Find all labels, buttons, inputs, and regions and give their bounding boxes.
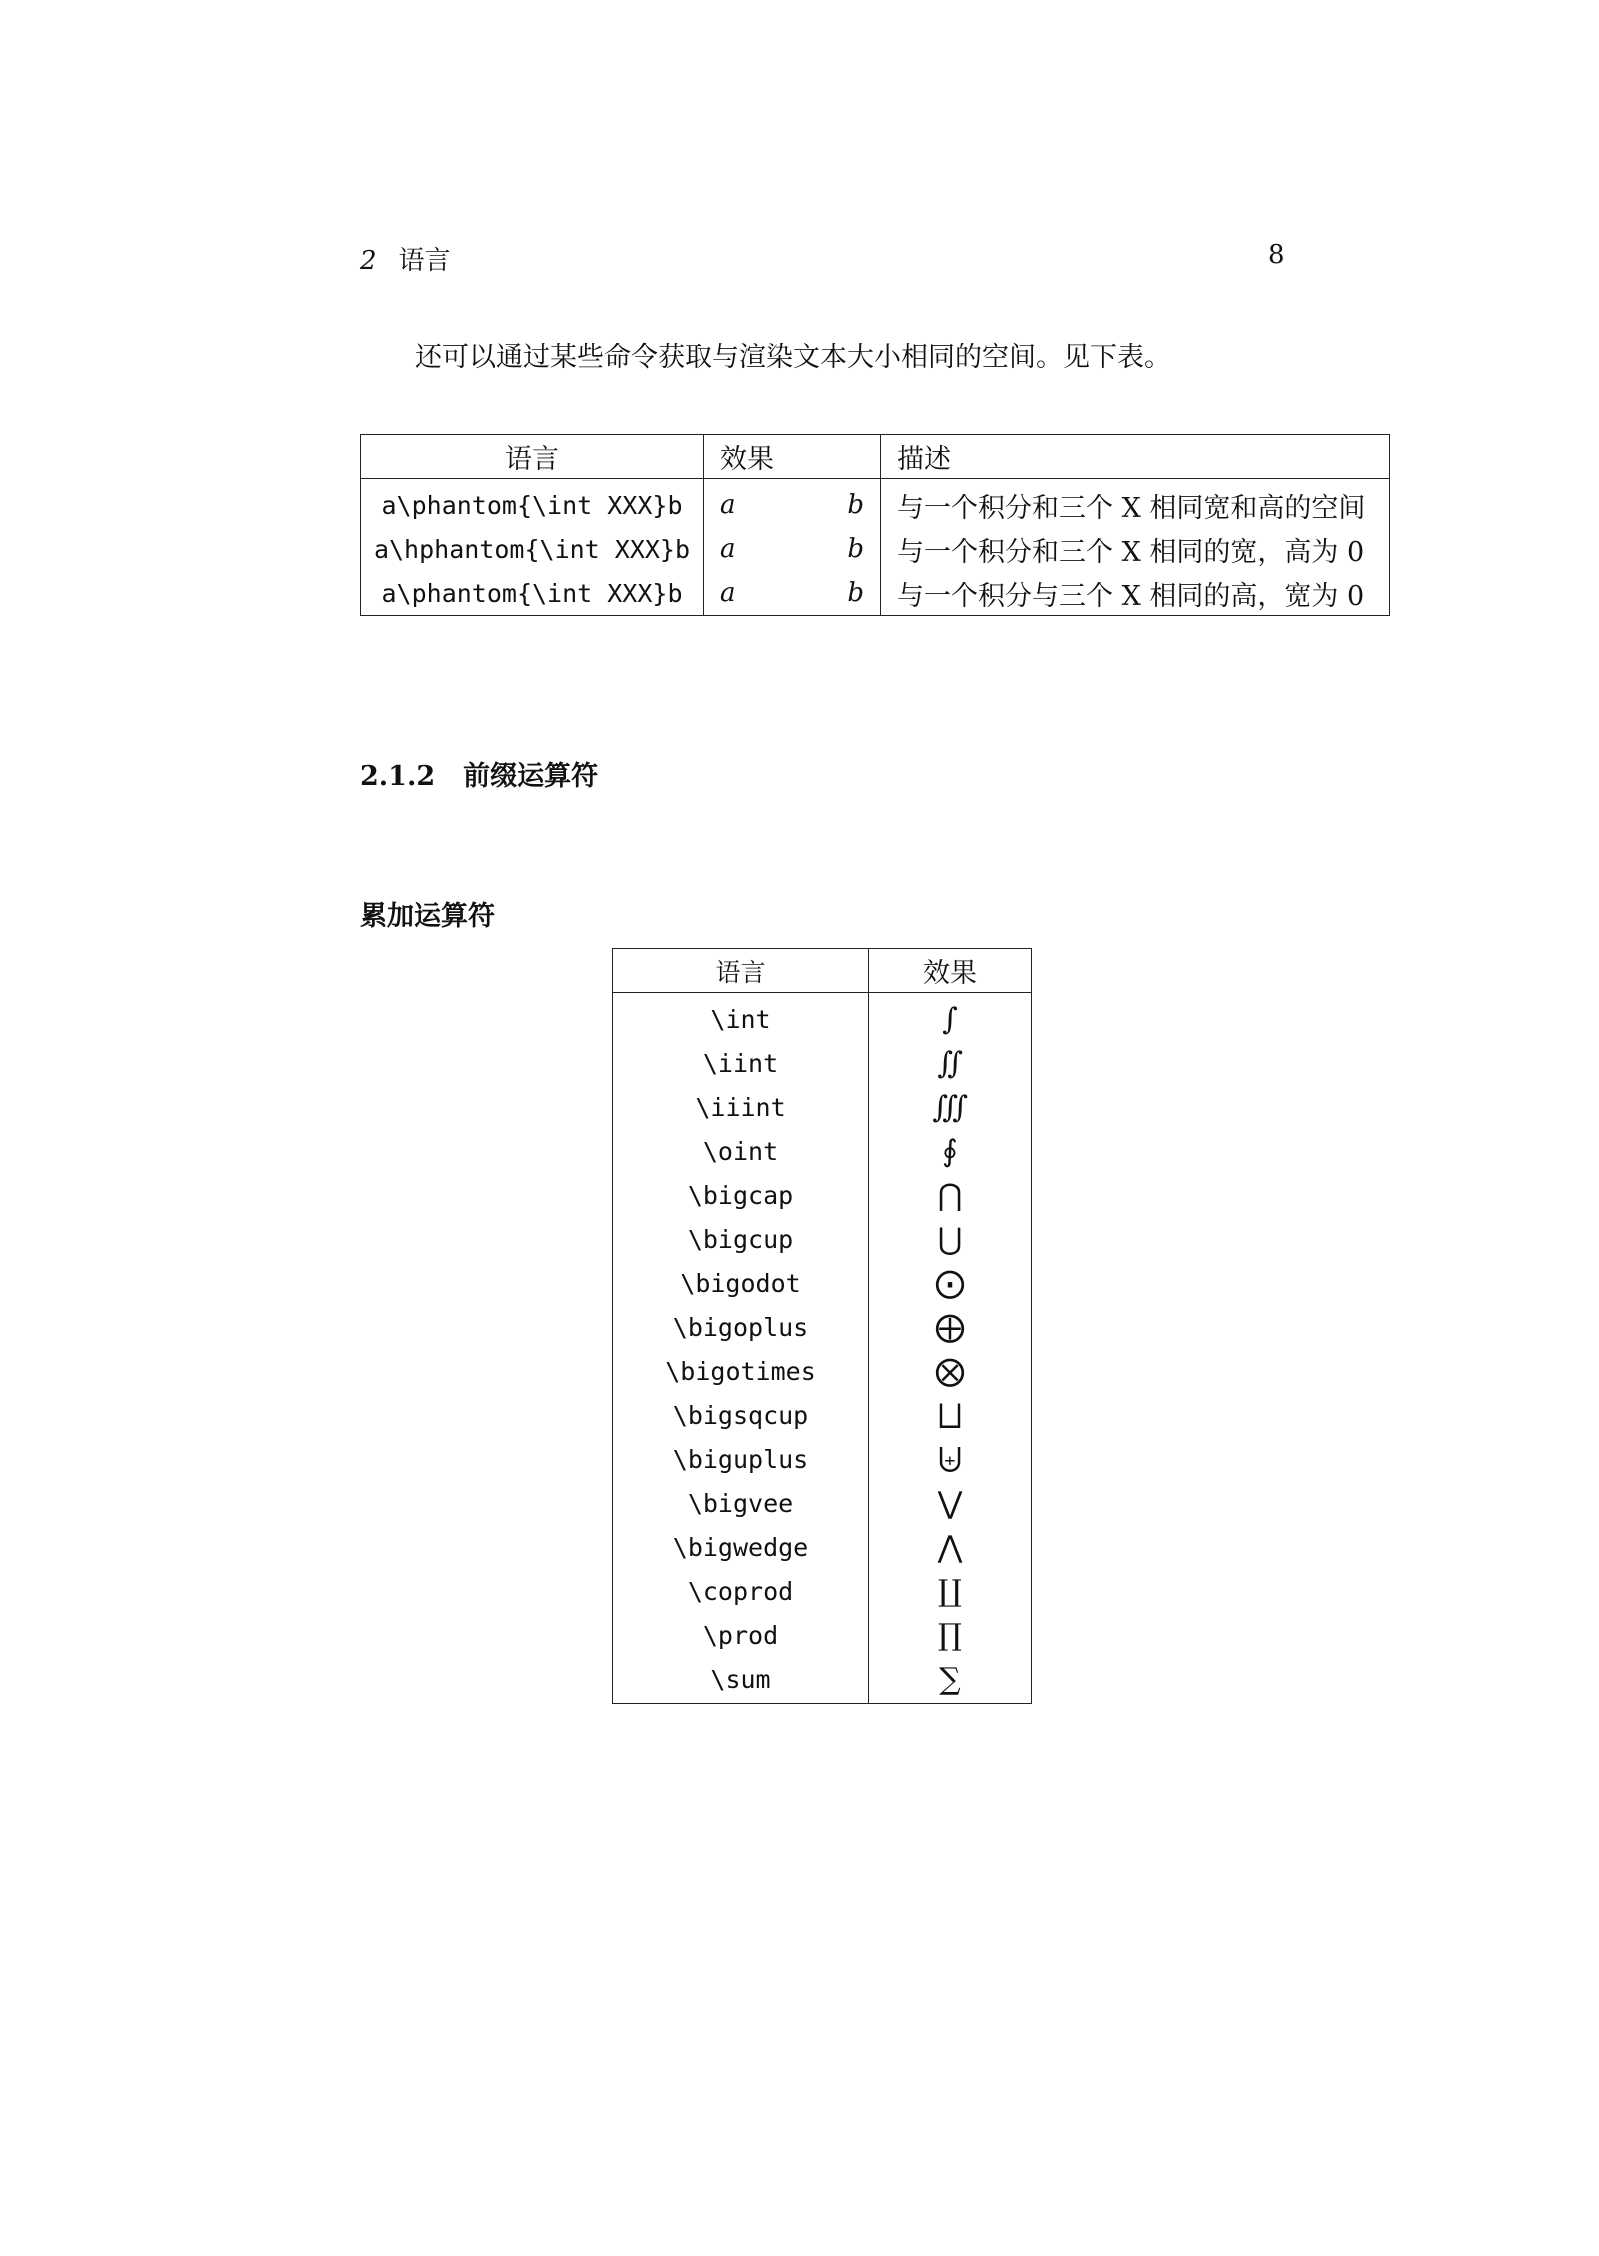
- command-cell: \iint: [613, 1041, 869, 1085]
- symbol-cell: ∬: [937, 1045, 963, 1081]
- command-cell: \bigvee: [613, 1481, 869, 1525]
- command-cell: \bigodot: [613, 1261, 869, 1305]
- symbol-cell: ∭: [932, 1089, 968, 1125]
- symbol-cell: ⨁: [935, 1309, 965, 1345]
- table-row: [613, 1393, 1032, 1437]
- column-header-effect: 效果: [869, 949, 1032, 993]
- column-header-language: 语言: [361, 435, 704, 479]
- table-row: [361, 479, 1390, 528]
- table-row: [613, 1041, 1032, 1085]
- subsection-heading: 累加运算符: [360, 901, 495, 932]
- effect-b: b: [847, 578, 864, 608]
- command-cell: \coprod: [613, 1569, 869, 1613]
- command-cell: \bigwedge: [613, 1525, 869, 1569]
- effect-a: a: [720, 490, 736, 520]
- command-cell: \iiint: [613, 1085, 869, 1129]
- symbol-cell: ∏: [938, 1617, 962, 1653]
- description-cell: 与一个积分和三个 X 相同的宽，高为 0: [897, 536, 1365, 568]
- command-cell: \biguplus: [613, 1437, 869, 1481]
- symbol-cell: ⋀: [937, 1529, 963, 1565]
- symbol-cell: ⨀: [935, 1265, 965, 1301]
- command-cell: \bigcup: [613, 1217, 869, 1261]
- chapter-title: 语言: [398, 246, 451, 276]
- effect-b: b: [847, 490, 864, 520]
- command-cell: \bigoplus: [613, 1305, 869, 1349]
- column-header-language: 语言: [613, 949, 869, 993]
- description-cell: 与一个积分和三个 X 相同宽和高的空间: [897, 492, 1366, 524]
- code-cell: a\hphantom{\int XXX}b: [361, 527, 704, 571]
- symbol-cell: ∐: [938, 1573, 962, 1609]
- command-cell: \sum: [613, 1657, 869, 1704]
- symbol-cell: ⋂: [937, 1177, 963, 1213]
- symbol-cell: ⨄: [937, 1441, 963, 1477]
- effect-cell: [704, 479, 881, 528]
- table-row: [613, 1481, 1032, 1525]
- chapter-number: 2: [360, 246, 377, 276]
- phantom-table: [360, 434, 1390, 616]
- table-row: [613, 1569, 1032, 1613]
- section-heading: [360, 754, 598, 793]
- code-cell: a\phantom{\int XXX}b: [361, 571, 704, 616]
- effect-cell: [704, 527, 881, 571]
- command-cell: \oint: [613, 1129, 869, 1173]
- intro-paragraph: 还可以通过某些命令获取与渲染文本大小相同的空间。见下表。: [415, 342, 1171, 373]
- column-header-effect: 效果: [704, 435, 881, 479]
- section-number: 2.1.2: [360, 761, 436, 792]
- table-row: [361, 571, 1390, 616]
- table-row: [361, 527, 1390, 571]
- table-row: [613, 1261, 1032, 1305]
- symbol-cell: ∮: [942, 1133, 958, 1169]
- symbol-cell: ⋃: [937, 1221, 963, 1257]
- column-header-description: 描述: [881, 435, 1390, 479]
- table-row: [613, 1305, 1032, 1349]
- table-row: [613, 1613, 1032, 1657]
- section-title: 前缀运算符: [463, 761, 599, 792]
- command-cell: \bigsqcup: [613, 1393, 869, 1437]
- table-row: [613, 1657, 1032, 1704]
- running-header: [360, 240, 451, 277]
- effect-a: a: [720, 534, 736, 564]
- command-cell: \prod: [613, 1613, 869, 1657]
- symbol-cell: ∫: [942, 1001, 958, 1037]
- command-cell: \bigcap: [613, 1173, 869, 1217]
- table-row: [613, 1173, 1032, 1217]
- table-row: [613, 1349, 1032, 1393]
- operator-table: [612, 948, 1032, 1704]
- page-number: 8: [1268, 240, 1285, 270]
- symbol-cell: ∑: [939, 1661, 961, 1697]
- effect-b: b: [847, 534, 864, 564]
- code-cell: a\phantom{\int XXX}b: [361, 479, 704, 528]
- table-header-row: [613, 949, 1032, 993]
- effect-cell: [704, 571, 881, 616]
- symbol-cell: ⨆: [938, 1397, 962, 1433]
- command-cell: \int: [613, 993, 869, 1042]
- table-row: [613, 1129, 1032, 1173]
- table-row: [613, 1525, 1032, 1569]
- symbol-cell: ⨂: [935, 1353, 965, 1389]
- description-cell: 与一个积分与三个 X 相同的高，宽为 0: [897, 580, 1365, 612]
- symbol-cell: ⋁: [937, 1485, 963, 1521]
- table-row: [613, 1217, 1032, 1261]
- table-row: [613, 993, 1032, 1042]
- table-row: [613, 1437, 1032, 1481]
- table-row: [613, 1085, 1032, 1129]
- effect-a: a: [720, 578, 736, 608]
- command-cell: \bigotimes: [613, 1349, 869, 1393]
- table-header-row: [361, 435, 1390, 479]
